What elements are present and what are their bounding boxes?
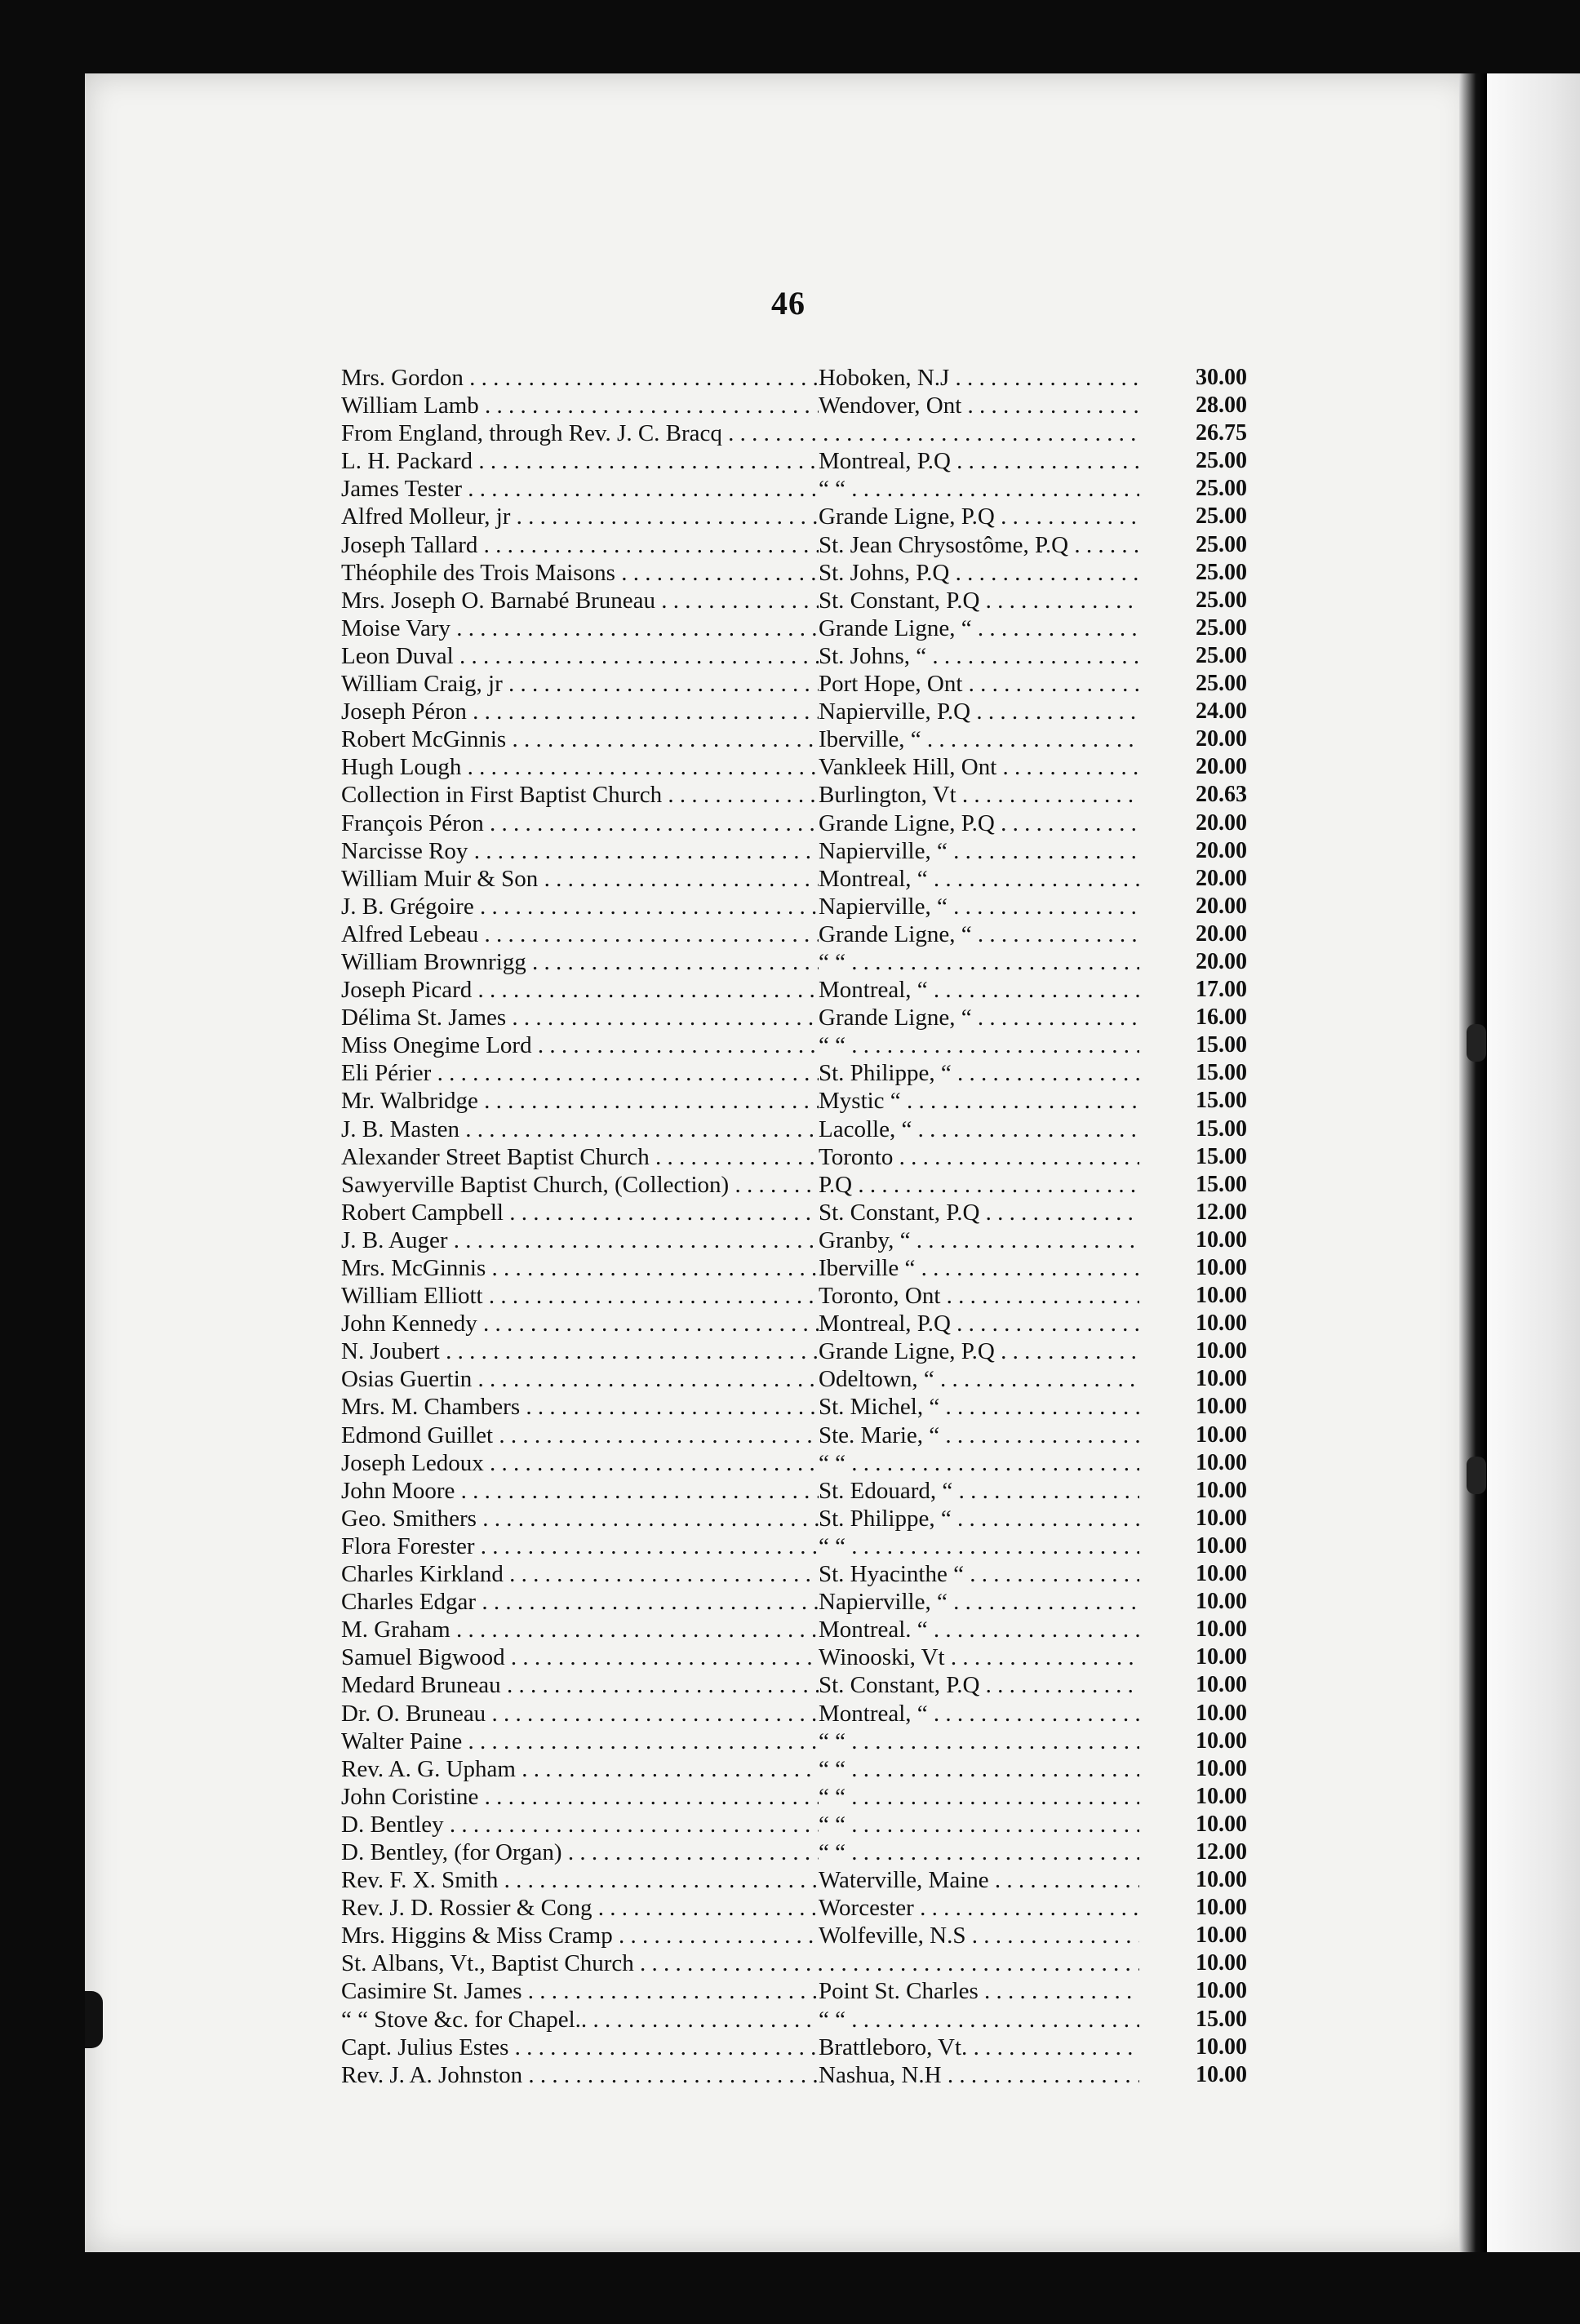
donor-name: James Tester . . .	[341, 475, 819, 503]
list-item	[341, 2061, 1247, 2089]
list-item	[341, 559, 1247, 587]
donor-name: J. B. Grégoire . . .	[341, 893, 819, 920]
donor-location: Mystic “ . . .	[819, 1087, 1139, 1115]
donor-location: Montreal, P.Q . . .	[819, 1310, 1139, 1337]
donation-amount: 16.00	[1196, 1005, 1247, 1031]
donor-location: “ “ . . .	[819, 1031, 1139, 1059]
donation-amount: 25.00	[1196, 614, 1247, 641]
list-item	[341, 1977, 1247, 2005]
donation-amount: 15.00	[1196, 1143, 1247, 1169]
donor-name: Dr. O. Bruneau . . .	[341, 1700, 819, 1727]
donor-name: Mrs. Joseph O. Barnabé Bruneau . . .	[341, 587, 819, 614]
list-item	[341, 1059, 1247, 1087]
donor-name: N. Joubert . . .	[341, 1337, 819, 1365]
donor-location: Napierville, “ . . .	[819, 893, 1139, 920]
donor-location: St. Philippe, “ . . .	[819, 1059, 1139, 1087]
donor-name: Alexander Street Baptist Church . . .	[341, 1143, 819, 1171]
donation-amount: 10.00	[1196, 1394, 1247, 1420]
donor-name: William Lamb . . .	[341, 392, 819, 419]
list-item	[341, 1838, 1247, 1866]
binding-thread-mark	[1467, 1024, 1486, 1062]
donation-amount: 10.00	[1196, 2061, 1247, 2087]
donor-location: Toronto . . .	[819, 1143, 1139, 1171]
donor-location: St. Constant, P.Q . . .	[819, 1199, 1139, 1226]
donor-location: Grande Ligne, P.Q . . .	[819, 809, 1139, 837]
binding-thread-mark	[1467, 1457, 1486, 1494]
donation-amount: 20.63	[1196, 782, 1247, 808]
donor-location: Winooski, Vt . . .	[819, 1643, 1139, 1671]
donation-amount: 10.00	[1196, 1561, 1247, 1587]
donation-amount: 10.00	[1196, 1449, 1247, 1475]
donation-amount: 20.00	[1196, 837, 1247, 863]
donor-name: John Coristine . . .	[341, 1783, 819, 1811]
donor-location: Iberville “ . . .	[819, 1254, 1139, 1282]
page-number: 46	[771, 285, 806, 322]
list-item	[341, 1393, 1247, 1421]
donation-amount: 25.00	[1196, 531, 1247, 557]
donation-amount: 25.00	[1196, 671, 1247, 697]
donation-amount: 20.00	[1196, 809, 1247, 836]
donation-amount: 10.00	[1196, 1283, 1247, 1309]
donor-name: Rev. J. A. Johnston . . .	[341, 2061, 819, 2089]
donor-name: William Elliott . . .	[341, 1282, 819, 1310]
donor-name: Edmond Guillet . . .	[341, 1421, 819, 1449]
list-item	[341, 781, 1247, 809]
donor-location: Hoboken, N.J . . .	[819, 364, 1139, 392]
donation-amount: 25.00	[1196, 503, 1247, 530]
donation-amount: 10.00	[1196, 1589, 1247, 1615]
donor-name: Robert McGinnis . . .	[341, 725, 819, 753]
donor-name: Charles Kirkland . . .	[341, 1560, 819, 1588]
list-item	[341, 1115, 1247, 1143]
donor-name: Joseph Ledoux . . .	[341, 1449, 819, 1477]
donor-name: Joseph Picard . . .	[341, 976, 819, 1004]
list-item	[341, 1282, 1247, 1310]
donation-amount: 10.00	[1196, 1811, 1247, 1837]
donation-amount: 10.00	[1196, 1255, 1247, 1280]
list-item	[341, 948, 1247, 976]
donor-location: Vankleek Hill, Ont . . .	[819, 753, 1139, 781]
list-item	[341, 1226, 1247, 1254]
list-item	[341, 1004, 1247, 1031]
list-item	[341, 698, 1247, 725]
list-item	[341, 1783, 1247, 1811]
donor-location: Montreal. “ . . .	[819, 1616, 1139, 1643]
donor-location: “ “ . . .	[819, 2006, 1139, 2034]
donor-name: Casimire St. James . . .	[341, 1977, 819, 2005]
donation-amount: 10.00	[1196, 1783, 1247, 1809]
donor-name: Théophile des Trois Maisons . . .	[341, 559, 819, 587]
donation-amount: 20.00	[1196, 920, 1247, 947]
list-item	[341, 642, 1247, 670]
donation-amount: 10.00	[1196, 1366, 1247, 1392]
donor-location: Montreal, “ . . .	[819, 976, 1139, 1004]
donation-amount: 15.00	[1196, 1088, 1247, 1114]
donor-name: Mrs. McGinnis . . .	[341, 1254, 819, 1282]
list-item	[341, 1560, 1247, 1588]
donor-location: Grande Ligne, “ . . .	[819, 614, 1139, 642]
donation-amount: 10.00	[1196, 1755, 1247, 1781]
list-item	[341, 1143, 1247, 1171]
donation-amount: 28.00	[1196, 393, 1247, 419]
list-item	[341, 1894, 1247, 1922]
donor-location: St. Constant, P.Q . . .	[819, 1671, 1139, 1699]
list-item	[341, 1755, 1247, 1783]
list-item	[341, 976, 1247, 1004]
donation-amount: 20.00	[1196, 893, 1247, 919]
donor-name: Leon Duval . . .	[341, 642, 819, 670]
donor-name: L. H. Packard . . .	[341, 447, 819, 475]
donor-location: “ “ . . .	[819, 1783, 1139, 1811]
donor-location: Grande Ligne, P.Q . . .	[819, 503, 1139, 530]
donor-name: Délima St. James . . .	[341, 1004, 819, 1031]
list-item	[341, 865, 1247, 893]
donor-name: D. Bentley . . .	[341, 1811, 819, 1838]
donation-amount: 25.00	[1196, 642, 1247, 668]
list-item	[341, 2006, 1247, 2034]
list-item	[341, 1505, 1247, 1532]
donation-amount: 10.00	[1196, 1477, 1247, 1503]
facing-page-edge	[1487, 73, 1580, 2252]
donor-name: Miss Onegime Lord . . .	[341, 1031, 819, 1059]
list-item	[341, 809, 1247, 837]
donor-location: Port Hope, Ont . . .	[819, 670, 1139, 698]
donor-location: “ “ . . .	[819, 475, 1139, 503]
book-gutter	[1459, 73, 1487, 2252]
donation-amount: 25.00	[1196, 448, 1247, 474]
donor-name: Collection in First Baptist Church . . .	[341, 781, 819, 809]
donor-location: Brattleboro, Vt. . . .	[819, 2034, 1139, 2061]
donation-amount: 30.00	[1196, 365, 1247, 390]
list-item	[341, 1199, 1247, 1226]
list-item	[341, 1310, 1247, 1337]
donor-location: “ “ . . .	[819, 1811, 1139, 1838]
donor-name: Sawyerville Baptist Church, (Collection) . . .	[341, 1171, 819, 1199]
donor-location: Napierville, “ . . .	[819, 837, 1139, 865]
donor-location: Grande Ligne, “ . . .	[819, 920, 1139, 948]
donor-location: Point St. Charles . . .	[819, 1977, 1139, 2005]
list-item	[341, 531, 1247, 559]
list-item	[341, 447, 1247, 475]
donation-amount: 10.00	[1196, 1311, 1247, 1337]
donor-name: St. Albans, Vt., Baptist Church . . .	[341, 1949, 1139, 1977]
donor-location: Grande Ligne, “ . . .	[819, 1004, 1139, 1031]
donor-name: “ “ Stove &c. for Chapel.. . . .	[341, 2006, 819, 2034]
donation-amount: 15.00	[1196, 1171, 1247, 1197]
donor-location: Odeltown, “ . . .	[819, 1365, 1139, 1393]
donation-amount: 17.00	[1196, 977, 1247, 1003]
donor-name: Osias Guertin . . .	[341, 1365, 819, 1393]
donation-amount: 10.00	[1196, 1421, 1247, 1448]
donation-amount: 10.00	[1196, 1644, 1247, 1670]
donor-name: Mrs. Higgins & Miss Cramp . . .	[341, 1922, 819, 1949]
list-item	[341, 419, 1247, 447]
donor-location: St. Philippe, “ . . .	[819, 1505, 1139, 1532]
donor-name: Joseph Péron . . .	[341, 698, 819, 725]
donation-amount: 10.00	[1196, 1895, 1247, 1921]
donation-amount: 10.00	[1196, 1923, 1247, 1949]
list-item	[341, 392, 1247, 419]
donor-name: Samuel Bigwood . . .	[341, 1643, 819, 1671]
donor-name: Charles Edgar . . .	[341, 1588, 819, 1616]
donor-name: Robert Campbell . . .	[341, 1199, 819, 1226]
donor-location: Ste. Marie, “ . . .	[819, 1421, 1139, 1449]
donor-name: Rev. A. G. Upham . . .	[341, 1755, 819, 1783]
donation-amount: 24.00	[1196, 699, 1247, 725]
list-item	[341, 1031, 1247, 1059]
list-item	[341, 725, 1247, 753]
donor-location: Toronto, Ont . . .	[819, 1282, 1139, 1310]
list-item	[341, 1421, 1247, 1449]
donation-amount: 10.00	[1196, 1978, 1247, 2004]
list-item	[341, 920, 1247, 948]
donor-name: Rev. J. D. Rossier & Cong . . .	[341, 1894, 819, 1922]
donor-name: William Craig, jr . . .	[341, 670, 819, 698]
donor-location: “ “ . . .	[819, 1755, 1139, 1783]
list-item	[341, 614, 1247, 642]
donor-name: William Muir & Son . . .	[341, 865, 819, 893]
donation-amount: 10.00	[1196, 2034, 1247, 2060]
donor-name: J. B. Auger . . .	[341, 1226, 819, 1254]
list-item	[341, 1866, 1247, 1894]
donation-amount: 10.00	[1196, 1505, 1247, 1531]
donation-amount: 12.00	[1196, 1838, 1247, 1865]
donor-name: Capt. Julius Estes . . .	[341, 2034, 819, 2061]
donation-list	[341, 364, 1247, 2089]
donor-location: St. Edouard, “ . . .	[819, 1477, 1139, 1505]
donation-amount: 20.00	[1196, 948, 1247, 974]
donor-location: St. Jean Chrysostôme, P.Q . . .	[819, 531, 1139, 559]
donor-location: Nashua, N.H . . .	[819, 2061, 1139, 2089]
donor-location: “ “ . . .	[819, 1532, 1139, 1560]
list-item	[341, 1365, 1247, 1393]
list-item	[341, 1171, 1247, 1199]
donor-name: Alfred Lebeau . . .	[341, 920, 819, 948]
donation-amount: 26.75	[1196, 420, 1247, 446]
donor-location: Montreal, P.Q . . .	[819, 447, 1139, 475]
donor-location: Montreal, “ . . .	[819, 1700, 1139, 1727]
donor-name: François Péron . . .	[341, 809, 819, 837]
donation-amount: 25.00	[1196, 559, 1247, 585]
donor-name: William Brownrigg . . .	[341, 948, 819, 976]
donor-name: John Moore . . .	[341, 1477, 819, 1505]
list-item	[341, 1727, 1247, 1755]
donor-location: Wendover, Ont . . .	[819, 392, 1139, 419]
donor-name: Flora Forester . . .	[341, 1532, 819, 1560]
donor-location: Burlington, Vt . . .	[819, 781, 1139, 809]
donor-name: Joseph Tallard . . .	[341, 531, 819, 559]
donor-name: Moise Vary . . .	[341, 614, 819, 642]
donor-location: Waterville, Maine . . .	[819, 1866, 1139, 1894]
donor-location: Worcester . . .	[819, 1894, 1139, 1922]
donor-name: Walter Paine . . .	[341, 1727, 819, 1755]
donor-location: St. Hyacinthe “ . . .	[819, 1560, 1139, 1588]
list-item	[341, 1254, 1247, 1282]
donation-amount: 15.00	[1196, 1032, 1247, 1058]
donor-name: Narcisse Roy . . .	[341, 837, 819, 865]
donation-amount: 10.00	[1196, 1338, 1247, 1364]
donor-location: St. Constant, P.Q . . .	[819, 587, 1139, 614]
list-item	[341, 475, 1247, 503]
list-item	[341, 1337, 1247, 1365]
donation-amount: 25.00	[1196, 476, 1247, 502]
list-item	[341, 1811, 1247, 1838]
donation-amount: 10.00	[1196, 1727, 1247, 1754]
list-item	[341, 837, 1247, 865]
donor-location: Montreal, “ . . .	[819, 865, 1139, 893]
donation-amount: 10.00	[1196, 1617, 1247, 1643]
donor-name: Hugh Lough . . .	[341, 753, 819, 781]
donation-amount: 10.00	[1196, 1226, 1247, 1253]
donor-name: Geo. Smithers . . .	[341, 1505, 819, 1532]
donation-amount: 20.00	[1196, 754, 1247, 780]
donor-location: Wolfeville, N.S . . .	[819, 1922, 1139, 1949]
donor-location: P.Q . . .	[819, 1171, 1139, 1199]
donor-location: “ “ . . .	[819, 1727, 1139, 1755]
list-item	[341, 1588, 1247, 1616]
donation-amount: 25.00	[1196, 587, 1247, 613]
list-item	[341, 2034, 1247, 2061]
donation-amount: 10.00	[1196, 1700, 1247, 1726]
donation-amount: 10.00	[1196, 1672, 1247, 1698]
donor-location: St. Johns, “ . . .	[819, 642, 1139, 670]
donor-name: Medard Bruneau . . .	[341, 1671, 819, 1699]
donor-name: M. Graham . . .	[341, 1616, 819, 1643]
list-item	[341, 1449, 1247, 1477]
donor-name: Rev. F. X. Smith . . .	[341, 1866, 819, 1894]
donor-location: Lacolle, “ . . .	[819, 1115, 1139, 1143]
donation-amount: 15.00	[1196, 1115, 1247, 1142]
donation-amount: 10.00	[1196, 1867, 1247, 1893]
donor-name: Mrs. Gordon . . .	[341, 364, 819, 392]
list-item	[341, 893, 1247, 920]
donor-location: “ “ . . .	[819, 948, 1139, 976]
donor-name: John Kennedy . . .	[341, 1310, 819, 1337]
list-item	[341, 503, 1247, 530]
donor-location: “ “ . . .	[819, 1838, 1139, 1866]
list-item	[341, 1532, 1247, 1560]
donor-location: Napierville, “ . . .	[819, 1588, 1139, 1616]
list-item	[341, 1700, 1247, 1727]
donor-name: D. Bentley, (for Organ) . . .	[341, 1838, 819, 1866]
donor-location: “ “ . . .	[819, 1449, 1139, 1477]
donor-name: J. B. Masten . . .	[341, 1115, 819, 1143]
list-item	[341, 1477, 1247, 1505]
list-item	[341, 1087, 1247, 1115]
list-item	[341, 1949, 1247, 1977]
donor-location: St. Michel, “ . . .	[819, 1393, 1139, 1421]
list-item	[341, 1643, 1247, 1671]
donor-name: Eli Périer . . .	[341, 1059, 819, 1087]
list-item	[341, 670, 1247, 698]
donation-amount: 20.00	[1196, 726, 1247, 752]
donor-name: Mrs. M. Chambers . . .	[341, 1393, 819, 1421]
list-item	[341, 1922, 1247, 1949]
list-item	[341, 1616, 1247, 1643]
list-item	[341, 753, 1247, 781]
list-item	[341, 364, 1247, 392]
page-tab-mark	[85, 1991, 103, 2048]
donation-amount: 12.00	[1196, 1199, 1247, 1225]
donation-amount: 15.00	[1196, 2006, 1247, 2032]
donation-amount: 10.00	[1196, 1532, 1247, 1559]
donor-name: From England, through Rev. J. C. Bracq . . .	[341, 419, 1139, 447]
donor-location: Iberville, “ . . .	[819, 725, 1139, 753]
donor-location: Napierville, P.Q . . .	[819, 698, 1139, 725]
donor-name: Alfred Molleur, jr . . .	[341, 503, 819, 530]
donor-location: Grande Ligne, P.Q . . .	[819, 1337, 1139, 1365]
donor-location: St. Johns, P.Q . . .	[819, 559, 1139, 587]
donation-amount: 10.00	[1196, 1950, 1247, 1976]
donor-location: Granby, “ . . .	[819, 1226, 1139, 1254]
donor-name: Mr. Walbridge . . .	[341, 1087, 819, 1115]
list-item	[341, 1671, 1247, 1699]
list-item	[341, 587, 1247, 614]
donation-amount: 15.00	[1196, 1060, 1247, 1086]
donation-amount: 20.00	[1196, 865, 1247, 891]
